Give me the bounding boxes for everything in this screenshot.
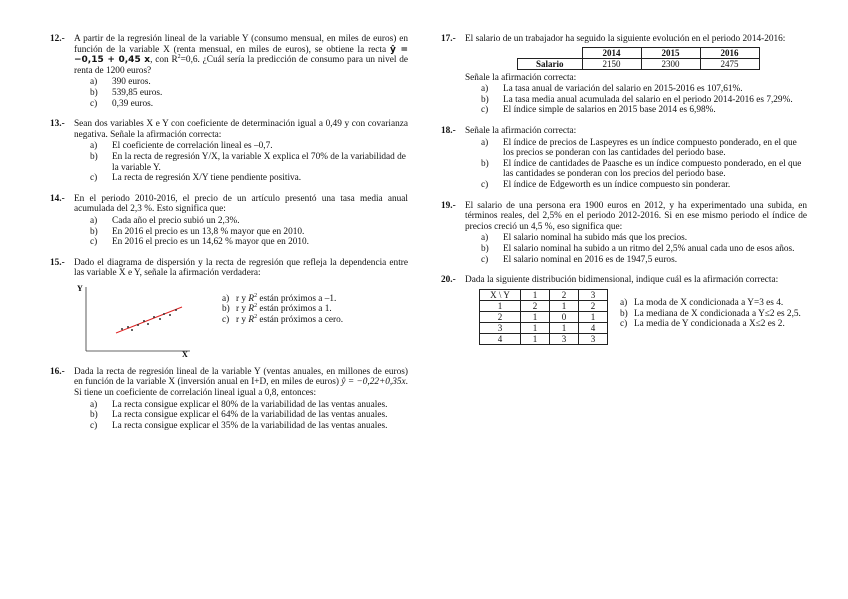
option-letter: c) [222,315,230,326]
question-text: , con R [150,55,178,66]
question-text: Dada la siguiente distribución bidimensional, indique cuál es la afirmación correcta: [465,275,779,286]
option-text: r y [236,304,249,315]
question-number: 17.- [441,34,456,44]
question-text: Dado el diagrama de dispersión y la recta de regresión que refleja la dependencia entre las variable X e Y, señale la afirmación verdadera: [74,257,408,279]
option-text: R [248,315,255,326]
table-cell: 2475 [700,58,759,69]
regression-equation: ŷ = −0,22+0,35x [341,377,406,388]
option-c [74,173,408,184]
option-letter: c) [90,98,98,109]
option-letter: b) [620,308,628,319]
option-text: El coeficiente de correlación lineal es –0,7. [112,141,273,152]
question-number: 19.- [441,200,456,211]
x-axis-label: X [182,349,188,357]
option-letter: b) [481,158,489,169]
scatter-point [153,316,155,318]
option-b [74,227,408,238]
options-list [465,233,807,265]
superscript: 2 [254,313,258,320]
question-prompt: Señale la afirmación correcta: [465,72,577,83]
scatter-point [175,309,177,311]
table-cell-empty [518,47,583,58]
scatter-point [159,318,161,320]
table-cell: 2150 [582,58,641,69]
option-c [465,105,807,116]
scatter-section [74,281,408,357]
option-letter: b) [90,410,98,421]
regression-line [116,307,182,333]
question-number: 20.- [441,275,456,286]
option-text: El salario nominal ha subido más que los precios. [503,233,688,244]
table-cell: 3 [550,333,579,344]
option-text: R [248,304,255,315]
option-b [465,95,807,106]
option-text: El salario nominal en 2016 es de 1947,5 euros. [503,254,678,265]
right-column [441,34,807,355]
options-list [74,77,408,109]
table-header-cell: 2 [550,289,579,300]
distribution-table [479,289,608,345]
option-text: r y [236,315,249,326]
option-text: están próximos a cero. [257,315,344,326]
table-cell: 3 [480,322,521,333]
option-b [74,410,408,421]
option-letter: a) [90,399,98,410]
question-text: En el periodo 2010-2016, el precio de un artículo presentó una tasa media anual acumulada del 2,3 %. Esto significa que: [74,193,408,215]
option-letter: a) [620,297,628,308]
option-c [74,99,408,110]
question-20 [441,275,807,345]
question-17 [441,34,807,116]
table-row [480,300,608,311]
option-text: 390 euros. [112,77,151,88]
option-text: r y [236,293,249,304]
option-a [465,138,807,159]
question-text: A partir de la regresión lineal de la variable Y (consumo mensual, en miles de euros) en función de la variable X (renta mensual, en miles de euros), se obtiene la recta [74,34,408,55]
option-letter: a) [481,84,489,95]
options-list [74,216,408,248]
question-text: El salario de una persona era 1900 euros en 2012, y ha experimentado una subida, en términos reales, del 2,5% en el periodo 2012-2016. Si en ese mismo periodo el índice de precios creció un 4,5 %, eso significa que: [465,200,807,232]
option-letter: b) [90,87,98,98]
question-19 [441,201,807,266]
question-number: 15.- [50,257,65,268]
option-letter: b) [90,226,98,237]
option-c [465,255,807,266]
question-20-body [465,289,807,345]
option-letter: a) [222,293,230,304]
option-a [222,294,343,305]
option-b [620,309,801,320]
salary-table [517,47,760,70]
option-text: 539,85 euros. [112,87,163,98]
question-13 [50,119,408,184]
table-cell: 4 [480,333,521,344]
options-list [465,84,807,116]
table-cell: 3 [579,333,608,344]
table-cell: 1 [579,311,608,322]
option-letter: c) [90,173,98,184]
regression-equation: ŷ = −0,15 + 0,45 x [74,44,409,66]
option-letter: b) [222,304,230,315]
option-text: R [248,293,255,304]
question-text: . Si tiene un coeficiente de correlación lineal igual a 0,8, entonces: [74,377,408,399]
superscript: 2 [254,303,258,310]
scatter-point [147,323,149,325]
table-row [480,322,608,333]
option-letter: c) [90,420,98,431]
table-header-cell: 2015 [641,47,700,58]
scatter-plot [74,281,194,357]
table-cell: 1 [480,300,521,311]
question-text: Señale la afirmación correcta: [465,125,577,136]
scatter-point [131,329,133,331]
option-c [620,319,801,330]
option-text: El índice de precios de Laspeyres es un índice compuesto ponderado, en el que los precios se ponderan con las cantidades del periodo base. [503,137,797,159]
options-list [465,138,807,191]
options-list [74,400,408,432]
option-text: La recta de regresión X/Y tiene pendiente positiva. [112,173,302,184]
option-text: están próximos a –1. [257,293,337,304]
scatter-point [169,314,171,316]
option-text: En la recta de regresión Y/X, la variable X explica el 70% de la variabilidad de la variable Y. [112,151,406,173]
option-text: La mediana de X condicionada a Y≤2 es 2,5. [634,308,801,319]
option-a [74,141,408,152]
table-row-label: Salario [518,58,583,69]
option-text: El índice simple de salarios en 2015 base 2014 es 6,98%. [503,105,716,116]
question-number: 16.- [50,366,65,377]
table-row [518,58,760,69]
option-text: El salario nominal ha subido a un ritmo del 2,5% anual cada uno de esos años. [503,243,795,254]
left-column [50,34,408,441]
question-number: 13.- [50,119,65,130]
option-c [74,237,408,248]
option-c [222,315,343,326]
option-a [465,233,807,244]
superscript: 2 [177,54,181,61]
option-text: La recta consigue explicar el 35% de la variabilidad de las ventas anuales. [112,420,388,431]
y-axis-label: Y [77,283,83,293]
table-header-cell: 1 [521,289,550,300]
table-cell: 2 [480,311,521,322]
option-text: En 2016 el precio es un 13,8 % mayor que en 2010. [112,226,305,237]
question-18 [441,126,807,191]
table-row [480,333,608,344]
option-text: El índice de cantidades de Paasche es un índice compuesto ponderado, en el que las cantidades se ponderan con los precios del periodo base. [503,158,802,180]
question-12 [50,34,408,109]
option-text: La tasa anual de variación del salario en 2015-2016 es 107,61%. [503,84,743,95]
option-a [620,298,801,309]
table-cell: 1 [550,322,579,333]
scatter-point [127,326,129,328]
option-b [465,244,807,255]
table-cell: 2300 [641,58,700,69]
table-cell: 2 [579,300,608,311]
options-list [620,298,801,330]
option-a [465,84,807,95]
table-header-row [480,289,608,300]
option-letter: b) [90,151,98,162]
scatter-point [163,313,165,315]
question-16 [50,367,408,432]
question-text: Sean dos variables X e Y con coeficiente de determinación igual a 0,49 y con covarianza negativa. Señale la afirmación correcta: [74,119,408,140]
option-letter: a) [481,233,489,244]
option-letter: a) [90,141,98,152]
option-c [465,180,807,191]
superscript: 2 [254,292,258,299]
table-cell: 2 [521,300,550,311]
table-header-cell: 2016 [700,47,759,58]
option-letter: a) [90,215,98,226]
option-b [222,304,343,315]
options-list [74,141,408,183]
option-text: La tasa media anual acumulada del salario en el periodo 2014-2016 es 7,29%. [503,94,793,105]
table-cell: 4 [579,322,608,333]
table-cell: 1 [521,322,550,333]
scatter-point [137,324,139,326]
option-b [74,88,408,99]
option-letter: a) [90,77,98,88]
option-letter: c) [481,254,489,265]
question-text: =0,6. ¿Cuál sería la predicción de consumo para un nivel de renta de 1200 euros? [74,55,408,76]
scatter-point [121,328,123,330]
options-list [222,294,343,326]
table-row [480,311,608,322]
option-text: En 2016 el precio es un 14,62 % mayor que en 2010. [112,237,309,248]
option-text: Cada año el precio subió un 2,3%. [112,215,240,226]
option-a [74,400,408,411]
option-letter: a) [481,137,489,148]
option-letter: c) [481,179,489,190]
option-text: El índice de Edgeworth es un índice compuesto sin ponderar. [503,179,731,190]
table-cell: 1 [521,311,550,322]
question-14 [50,194,408,248]
question-number: 12.- [50,34,65,44]
option-text: 0,39 euros. [112,98,154,109]
option-text: La moda de X condicionada a Y=3 es 4. [634,297,784,308]
option-letter: c) [481,105,489,116]
option-text: La recta consigue explicar el 64% de la variabilidad de las ventas anuales. [112,410,388,421]
scatter-point [143,320,145,322]
option-letter: b) [481,94,489,105]
question-number: 18.- [441,125,456,136]
table-header-row [518,47,760,58]
table-cell: 1 [521,333,550,344]
table-cell: 0 [550,311,579,322]
table-header-cell: 3 [579,289,608,300]
table-cell: 1 [550,300,579,311]
question-text: El salario de un trabajador ha seguido la siguiente evolución en el periodo 2014-2016: [465,34,786,44]
table-header-cell: 2014 [582,47,641,58]
table-header-cell: X \ Y [480,289,521,300]
option-a [74,216,408,227]
option-b [74,152,408,173]
option-a [74,77,408,88]
option-c [74,421,408,432]
option-text: están próximos a 1. [257,304,332,315]
option-letter: c) [620,319,628,330]
option-text: La media de Y condicionada a X≤2 es 2. [634,319,785,330]
option-letter: c) [90,237,98,248]
option-letter: b) [481,243,489,254]
option-b [465,159,807,180]
option-text: La recta consigue explicar el 80% de la variabilidad de las ventas anuales. [112,399,388,410]
question-text: Dada la recta de regresión lineal de la variable Y (ventas anuales, en millones de euros) en función de la variable X (inversión anual en I+D, en miles de euros) [74,366,408,388]
question-number: 14.- [50,193,65,204]
question-15 [50,258,408,357]
